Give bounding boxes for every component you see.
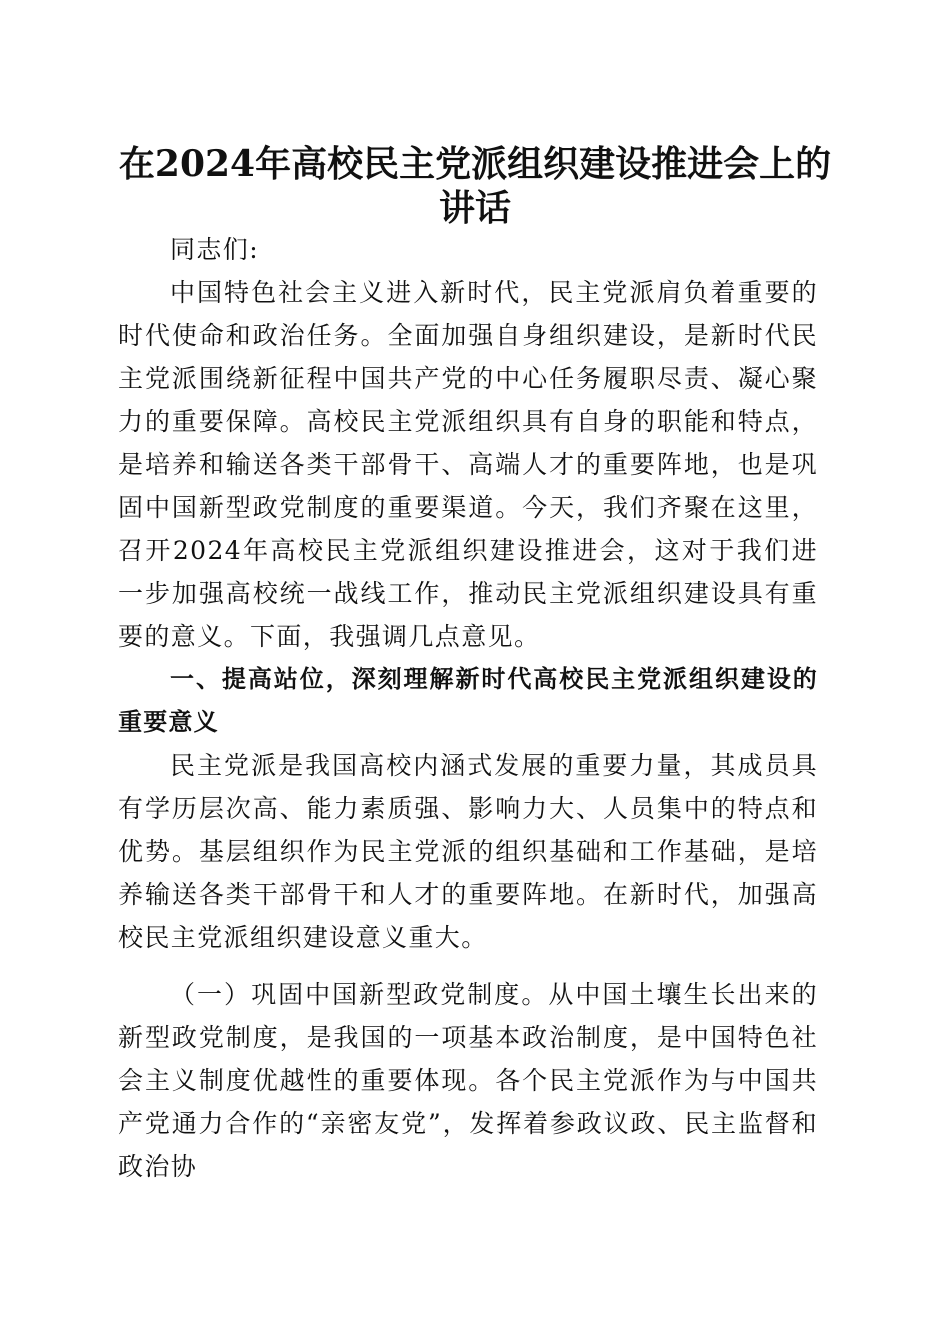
document-title (110, 142, 840, 230)
title-line-2: 讲话 (438, 187, 511, 229)
section-heading-1: 一、提高站位，深刻理解新时代高校民主党派组织建设的重要意义 (118, 665, 818, 736)
document-body (118, 228, 818, 1188)
salutation: 同志们: (170, 235, 260, 264)
title-line-1: 在2024年高校民主党派组织建设推进会上的 (118, 143, 832, 185)
opening-paragraph: 中国特色社会主义进入新时代，民主党派肩负着重要的时代使命和政治任务。全面加强自身组织建设，是新时代民主党派围绕新征程中国共产党的中心任务履职尽责、凝心聚力的重要保障。高校民主党派组织具有自身的职能和特点，是培养和输送各类干部骨干、高端人才的重要阵地，也是巩固中国新型政党制度的重要渠道。今天，我们齐聚在这里，召开2024年高校民主党派组织建设推进会，这对于我们进一步加强高校统一战线工作，推动民主党派组织建设具有重要的意义。下面，我强调几点意见。 (118, 278, 818, 651)
subsection-1-paragraph: （一）巩固中国新型政党制度。从中国土壤生长出来的新型政党制度，是我国的一项基本政治制度，是中国特色社会主义制度优越性的重要体现。各个民主党派作为与中国共产党通力合作的“亲密友党”，发挥着参政议政、民主监督和政治协 (118, 980, 818, 1181)
section-1-paragraph: 民主党派是我国高校内涵式发展的重要力量，其成员具有学历层次高、能力素质强、影响力大、人员集中的特点和优势。基层组织作为民主党派的组织基础和工作基础，是培养输送各类干部骨干和人才的重要阵地。在新时代，加强高校民主党派组织建设意义重大。 (118, 751, 818, 952)
